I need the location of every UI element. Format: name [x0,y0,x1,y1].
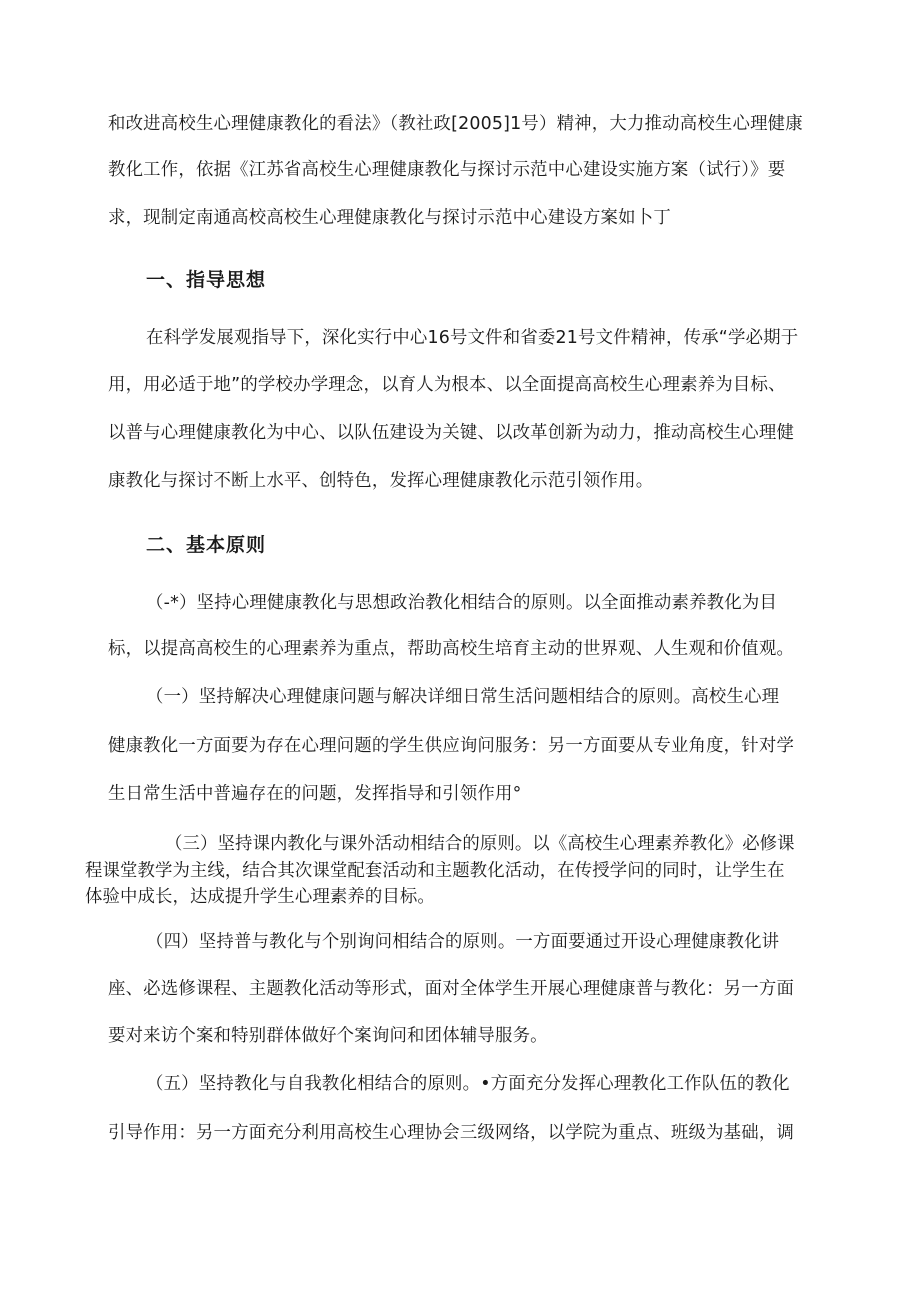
principle-5-line-1: （五）坚持教化与自我教化相结合的原则。•方面充分发挥心理教化工作队伍的教化 [146,1074,790,1094]
principle-1-line-1: （-*）坚持心理健康教化与思想政治教化相结合的原则。以全面推动素养教化为目 [146,593,778,613]
section-heading-guiding-ideology: 一、指导思想 [146,269,267,291]
principle-1-line-2: 标，以提高高校生的心理素养为重点，帮助高校生培育主动的世界观、人生观和价值观。 [108,639,795,659]
intro-line-1: 和改进高校生心理健康教化的看法》（教社政[2005]1号）精神，大力推动高校生心理健康 [108,114,803,134]
principle-3-line-2: 程课堂教学为主线，结合其次课堂配套活动和主题教化活动，在传授学问的同时，让学生在 [85,861,785,881]
section1-line-2: 用，用必适于地”的学校办学理念，以育人为根本、以全面提高高校生心理素养为目标、 [108,375,786,395]
principle-4-line-3: 要对来访个案和特别群体做好个案询问和团体辅导服务。 [108,1026,548,1046]
principle-2-line-1: （一）坚持解决心理健康问题与解决详细日常生活问题相结合的原则。高校生心理 [146,687,780,707]
section1-line-4: 康教化与探讨不断上水平、创特色，发挥心理健康教化示范引领作用。 [108,471,654,491]
section1-line-3: 以普与心理健康教化为中心、以队伍建设为关键、以改革创新为动力，推动高校生心理健 [108,423,795,443]
intro-line-3: 求，现制定南通高校高校生心理健康教化与探讨示范中心建设方案如卜丁 [108,208,671,228]
principle-4-line-2: 座、必选修课程、主题教化活动等形式，面对全体学生开展心理健康普与教化：另一方面 [108,979,795,999]
section1-line-1: 在科学发展观指导下，深化实行中心16号文件和省委21号文件精神，传承“学必期于 [146,328,799,348]
principle-3-line-1: （三）坚持课内教化与课外活动相结合的原则。以《高校生心理素养教化》必修课 [165,834,795,854]
principle-5-line-2: 引导作用：另一方面充分利用高校生心理协会三级网络，以学院为重点、班级为基础，调 [108,1123,795,1143]
principle-3-line-3: 体验中成长，达成提升学生心理素养的目标。 [85,887,435,907]
intro-line-2: 教化工作，依据《江苏省高校生心理健康教化与探讨示范中心建设实施方案（试行）》要 [108,160,786,180]
section-heading-basic-principles: 二、基本原则 [146,534,267,556]
principle-4-line-1: （四）坚持普与教化与个别询问相结合的原则。一方面要通过开设心理健康教化讲 [146,932,780,952]
principle-2-line-3: 生日常生活中普遍存在的问题，发挥指导和引领作用° [108,784,522,804]
principle-2-line-2: 健康教化一方面要为存在心理问题的学生供应询问服务：另一方面要从专业角度，针对学 [108,736,795,756]
